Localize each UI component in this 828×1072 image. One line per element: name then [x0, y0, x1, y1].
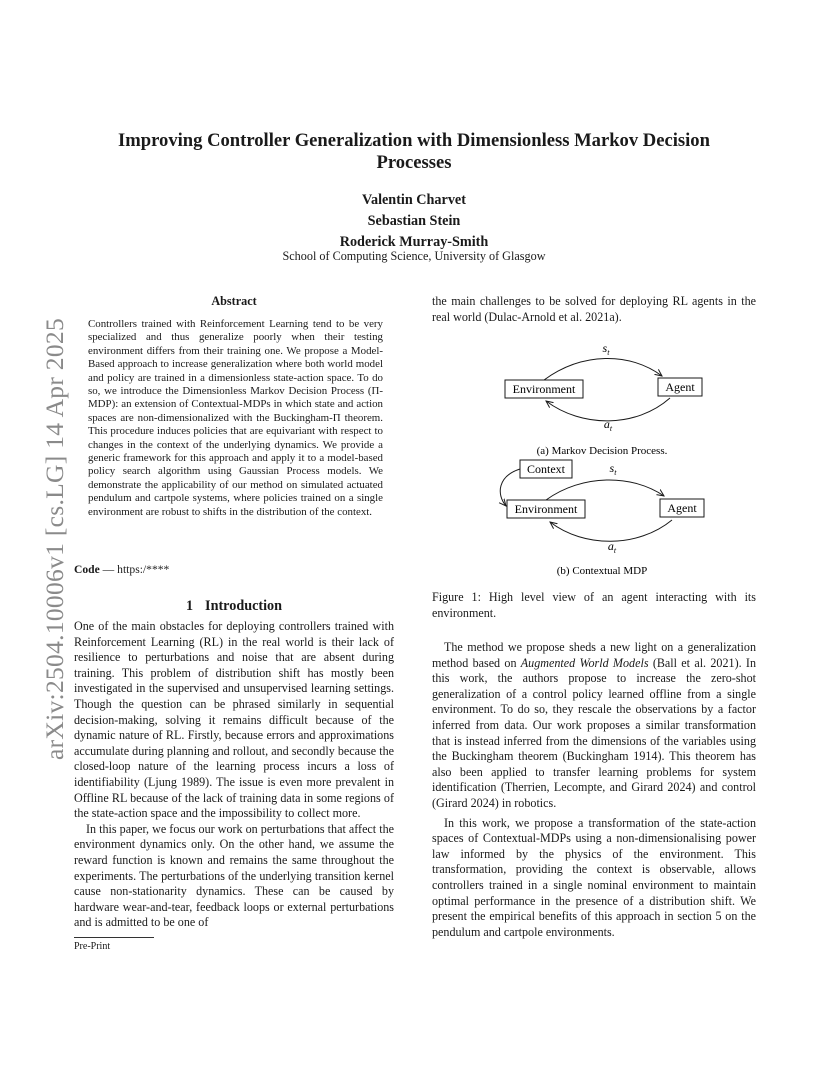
state-label: $s_t$	[609, 461, 617, 477]
panel-b-contextual-mdp	[500, 460, 704, 577]
arxiv-identifier[interactable]: arXiv:2504.10006v1 [cs.LG] 14 Apr 2025	[40, 317, 69, 760]
emphasis-text: Augmented World Models	[520, 655, 649, 670]
section-heading	[74, 598, 394, 615]
author-name: Sebastian Stein	[367, 213, 461, 229]
author-list	[200, 190, 628, 253]
footnote: Pre-Print	[74, 941, 111, 952]
abstract-text: Controllers trained with Reinforcement Learning tend to be very specialized and thus generalize poorly when their testing environment differs from their training one. We propose a Model-Based approach to increase generalization where both world model and policy are trained in a dimensionless state-action space. To do so, we introduce the Dimensionless Markov Decision Process (Π-MDP): an extension of Contextual-MDPs in which state and action spaces are non-dimensionalized with the Buckingham-Π theorem. This procedure induces policies that are equivariant with respect to changes in the context of the underlying dynamics. We provide a generic framework for this approach and apply it to a model-based policy search algorithm using Gaussian Process models. We demonstrate the applicability of our method on simulated actuated pendulum and cartpole systems, where policies trained on a single environment are robust to shifts in the distribution of the context.	[88, 318, 383, 518]
arxiv-sidebar	[22, 286, 69, 760]
environment-label: Environment	[514, 502, 578, 516]
figure-1	[432, 336, 756, 581]
panel-b-caption: (b) Contextual MDP	[556, 565, 648, 577]
affiliation: School of Computing Science, University of Glasgow	[282, 249, 546, 263]
context-label: Context	[527, 462, 565, 476]
right-column-continuation: the main challenges to be solved for deploying RL agents in the real world (Dulac-Arnold et al. 2021a).	[432, 294, 756, 324]
paragraph: One of the main obstacles for deploying controllers trained with Reinforcement Learning (RL) in the real world is their lack of resilience to perturbations and noise that are absent during training. This problem of distribution shift has mostly been investigated in the supervised and unsupervised learning settings. Though the question can be phrased similarly in sequential decision-making, solving it remains difficult because of the dynamic nature of RL. Firstly, because errors and approximations accumulate during planning and rollout, and secondly because the closed-loop nature of the learning process incurs a loss of identifiability (Ljung 1989). The issue is even more prevalent in Offline RL because of the lack of training data in some regions of the state-action space and the impossibility to collect more.	[74, 619, 394, 821]
code-link[interactable]: https:/****	[117, 563, 170, 576]
section-title: Introduction	[205, 598, 283, 614]
paragraph: The method we propose sheds a new light on a generalization method based on Augmented World Models (Ball et al. 2021). In this work, the authors propose to increase the zero-shot generalization of a control policy learned offline from a single environment. To do so, they rescale the observations by a factor inferred from data. Our work proposes a similar transformation that is instead inferred from the dimensions of the variables using the Buckingham theorem (Buckingham 1914). This theorem has also been applied to transfer learning problems for system identification (Therrien, Lecompte, and Girard 2024) and control (Girard 2024) in robotics.	[432, 640, 756, 810]
author-name: Valentin Charvet	[362, 192, 466, 208]
code-line	[74, 563, 394, 576]
paragraph: In this work, we propose a transformation of the state-action spaces of Contextual-MDPs using a non-dimensionalising power law informed by the physics of the environment. This transformation, providing the context is observable, allows controllers trained in a single nominal environment to maintain optimal performance in the presence of a distribution shift. We present the empirical benefits of this approach in section 5 on the pendulum and cartpole environments.	[432, 815, 756, 939]
code-label: Code	[74, 563, 100, 576]
panel-a-mdp	[505, 341, 702, 457]
state-arrow	[546, 480, 664, 500]
action-label: $a_t$	[607, 539, 617, 555]
figure-caption: Figure 1: High level view of an agent interacting with its environment.	[432, 590, 756, 620]
left-column-body	[74, 619, 394, 931]
figure-diagram	[432, 336, 756, 581]
action-label: $a_t$	[603, 417, 613, 433]
paragraph: In this paper, we focus our work on perturbations that affect the environment dynamics only. On the other hand, we assume the reward function is known and remains the same throughout the experiments. The perturbations of the underlying transition kernel cause non-stationarity dynamics. These can be caused by hardware wear-and-tear, feedback loops or external perturbations and is admitted to be one of	[74, 821, 394, 930]
footnote-rule	[74, 937, 154, 938]
agent-label: Agent	[667, 501, 697, 515]
right-column-body	[432, 640, 756, 940]
abstract-heading: Abstract	[211, 294, 257, 308]
paper-title: Improving Controller Generalization with Dimensionless Markov Decision Processes	[118, 130, 710, 173]
agent-label: Agent	[665, 380, 695, 394]
state-arrow	[544, 358, 662, 380]
environment-label: Environment	[512, 382, 576, 396]
state-label: $s_t$	[602, 341, 610, 357]
author-name: Roderick Murray-Smith	[339, 234, 489, 250]
code-separator: —	[99, 563, 118, 576]
section-number: 1	[185, 598, 194, 614]
panel-a-caption: (a) Markov Decision Process.	[536, 445, 668, 457]
